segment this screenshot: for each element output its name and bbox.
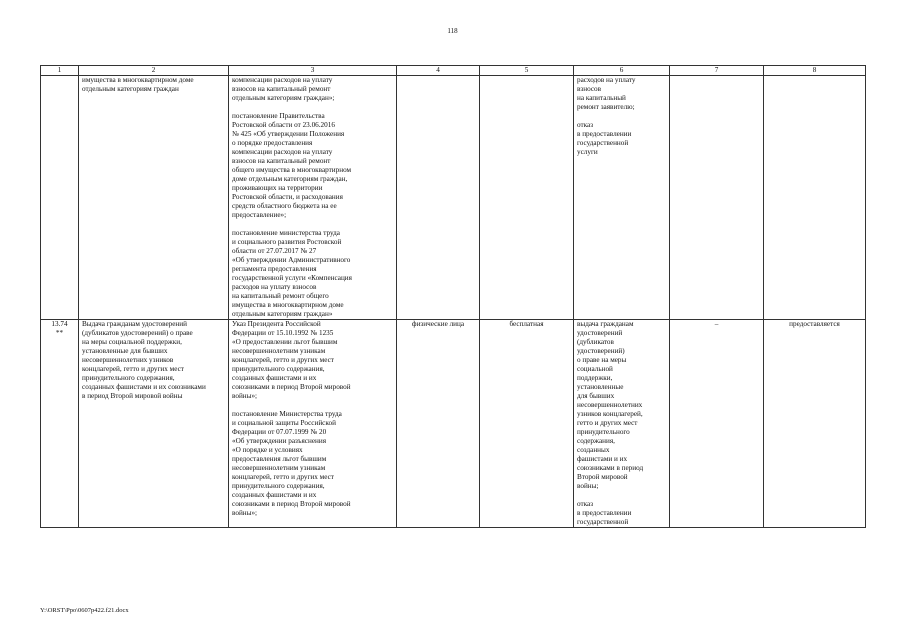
cell-text-line: союзниками в период Второй мировой [232, 500, 351, 508]
header-col-3: 3 [229, 66, 397, 76]
header-col-6: 6 [574, 66, 670, 76]
table-cell-col-1 [41, 320, 79, 528]
table-row [41, 76, 866, 320]
cell-text-line: несовершеннолетним узникам [232, 347, 326, 355]
cell-text-line: удостоверений [577, 329, 623, 337]
cell-text-line: проживающих на территории [232, 184, 323, 192]
cell-text-line: Указ Президента Российской [232, 320, 321, 328]
cell-text-line: государственной [577, 518, 629, 526]
cell-text-line: на капитальный [577, 94, 626, 102]
cell-text-line [577, 491, 666, 500]
table-cell-col-6 [574, 76, 670, 320]
cell-text-line: фашистами и их [577, 455, 628, 463]
cell-text-line: и социального развития Ростовской [232, 238, 342, 246]
cell-text-line: войны; [577, 482, 599, 490]
cell-text-line: установленные [577, 383, 624, 391]
table-cell-col-8 [764, 76, 866, 320]
cell-text-line: на капитальный ремонт общего [232, 292, 329, 300]
cell-text-line: отдельным категориям граждан [82, 85, 179, 93]
table-cell-col-3 [229, 320, 397, 528]
cell-text-line: концлагерей, гетто и других мест [232, 473, 334, 481]
cell-text-line: государственной услуги «Компенсация [232, 274, 352, 282]
cell-text-line: отказ [577, 121, 594, 129]
header-row [41, 66, 866, 76]
cell-text-line: созданных фашистами и их [232, 374, 317, 382]
cell-text-line: доме отдельным категориям граждан, [232, 175, 348, 183]
cell-text-line: Ростовской области от 23.06.2016 [232, 121, 335, 129]
cell-text-line: предоставляется [789, 320, 840, 328]
cell-text-line: (дубликатов [577, 338, 614, 346]
cell-text-line: средств областного бюджета на ее [232, 202, 337, 210]
cell-text-line [232, 103, 393, 112]
cell-text-line: Второй мировой [577, 473, 628, 481]
cell-text-line: выдача гражданам [577, 320, 634, 328]
table-cell-col-7 [670, 320, 764, 528]
cell-text-line: и социальной защиты Российской [232, 419, 336, 427]
cell-text-line: принудительного содержания, [232, 365, 325, 373]
header-col-8: 8 [764, 66, 866, 76]
cell-text-line: Федерации от 07.07.1999 № 20 [232, 428, 327, 436]
cell-text-line: 13.74 [51, 320, 68, 328]
cell-text-line: компенсации расходов на уплату [232, 148, 333, 156]
cell-text-line [232, 220, 393, 229]
cell-text-line: принудительного содержания, [82, 374, 175, 382]
cell-text-line: созданных [577, 446, 610, 454]
header-col-1: 1 [41, 66, 79, 76]
cell-text-line: (дубликатов удостоверений) о праве [82, 329, 193, 337]
cell-text-line: государственной [577, 139, 629, 147]
table-cell-col-2 [79, 320, 229, 528]
cell-text-line: отдельным категориям граждан» [232, 310, 333, 318]
cell-text-line: имущества в многоквартирном доме [82, 76, 194, 84]
cell-text-line: содержания, [577, 437, 615, 445]
cell-text-line: социальной [577, 365, 613, 373]
cell-text-line: расходов на уплату [577, 76, 636, 84]
cell-text-line: на меры социальной поддержки, [82, 338, 182, 346]
cell-text-line: Ростовской области, и расходования [232, 193, 343, 201]
header-col-4: 4 [397, 66, 480, 76]
table-cell-col-6 [574, 320, 670, 528]
table-cell-col-1 [41, 76, 79, 320]
table-cell-col-3 [229, 76, 397, 320]
cell-text-line: расходов на уплату взносов [232, 283, 317, 291]
cell-text-line: несовершеннолетних [577, 401, 643, 409]
cell-text-line: в период Второй мировой войны [82, 392, 183, 400]
header-col-2: 2 [79, 66, 229, 76]
cell-text-line: – [714, 320, 719, 328]
table-cell-col-5 [480, 320, 574, 528]
cell-text-line: созданных фашистами и их союзниками [82, 383, 206, 391]
cell-text-line: постановление министерства труда [232, 229, 340, 237]
cell-text-line: установленные для бывших [82, 347, 168, 355]
cell-text-line [232, 401, 393, 410]
cell-text-line: созданных фашистами и их [232, 491, 317, 499]
cell-text-line: концлагерей, гетто и других мест [82, 365, 184, 373]
table-cell-col-5 [480, 76, 574, 320]
cell-text-line: ** [55, 329, 64, 337]
cell-text-line: отказ [577, 500, 594, 508]
cell-text-line: в предоставлении [577, 130, 632, 138]
table-cell-col-4 [397, 320, 480, 528]
cell-text-line: взносов на капитальный ремонт [232, 85, 331, 93]
cell-text-line: постановление Правительства [232, 112, 325, 120]
cell-text-line: отдельным категориям граждан»; [232, 94, 335, 102]
cell-text-line: в предоставлении [577, 509, 632, 517]
cell-text-line: ремонт заявителю; [577, 103, 635, 111]
cell-text-line: области от 27.07.2017 № 27 [232, 247, 317, 255]
cell-text-line: предоставления льгот бывшим [232, 455, 327, 463]
cell-text-line: удостоверений) [577, 347, 625, 355]
cell-text-line: несовершеннолетних узников [82, 356, 174, 364]
cell-text-line: «Об утверждении разъяснения [232, 437, 327, 445]
cell-text-line: Федерации от 15.10.1992 № 1235 [232, 329, 334, 337]
cell-text-line: № 425 «Об утверждении Положения [232, 130, 345, 138]
cell-text-line: взносов на капитальный ремонт [232, 157, 331, 165]
table-row [41, 320, 866, 528]
cell-text-line: «О предоставлении льгот бывшим [232, 338, 338, 346]
cell-text-line: физические лица [411, 320, 465, 328]
cell-text-line: Выдача гражданам удостоверений [82, 320, 187, 328]
cell-text-line: концлагерей, гетто и других мест [232, 356, 334, 364]
cell-text-line: «О порядке и условиях [232, 446, 303, 454]
cell-text-line: взносов [577, 85, 602, 93]
cell-text-line: о праве на меры [577, 356, 627, 364]
table-cell-col-4 [397, 76, 480, 320]
cell-text-line: союзниками в период [577, 464, 644, 472]
cell-text-line: компенсации расходов на уплату [232, 76, 333, 84]
cell-text-line: предоставление»; [232, 211, 287, 219]
cell-text-line: войны»; [232, 509, 258, 517]
cell-text-line: поддержки, [577, 374, 613, 382]
cell-text-line [577, 112, 666, 121]
header-col-7: 7 [670, 66, 764, 76]
cell-text-line: «Об утверждении Административного [232, 256, 351, 264]
table-cell-col-7 [670, 76, 764, 320]
cell-text-line: общего имущества в многоквартирном [232, 166, 352, 174]
cell-text-line: союзниками в период Второй мировой [232, 383, 351, 391]
cell-text-line: бесплатная [509, 320, 544, 328]
page-number: 118 [447, 27, 458, 35]
cell-text-line: принудительного [577, 428, 630, 436]
table-cell-col-2 [79, 76, 229, 320]
cell-text-line: для бывших [577, 392, 615, 400]
file-path-footer: Y:\ORST\Ppo\0607p422.f21.docx [40, 607, 129, 614]
cell-text-line: несовершеннолетним узникам [232, 464, 326, 472]
cell-text-line: гетто и других мест [577, 419, 638, 427]
cell-text-line: постановление Министерства труда [232, 410, 342, 418]
cell-text-line: узников концлагерей, [577, 410, 643, 418]
cell-text-line: принудительного содержания, [232, 482, 325, 490]
cell-text-line: услуги [577, 148, 598, 156]
header-col-5: 5 [480, 66, 574, 76]
cell-text-line: о порядке предоставления [232, 139, 313, 147]
cell-text-line: войны»; [232, 392, 258, 400]
services-table [40, 65, 866, 528]
table-cell-col-8 [764, 320, 866, 528]
cell-text-line: имущества в многоквартирном доме [232, 301, 344, 309]
cell-text-line: регламента предоставления [232, 265, 317, 273]
